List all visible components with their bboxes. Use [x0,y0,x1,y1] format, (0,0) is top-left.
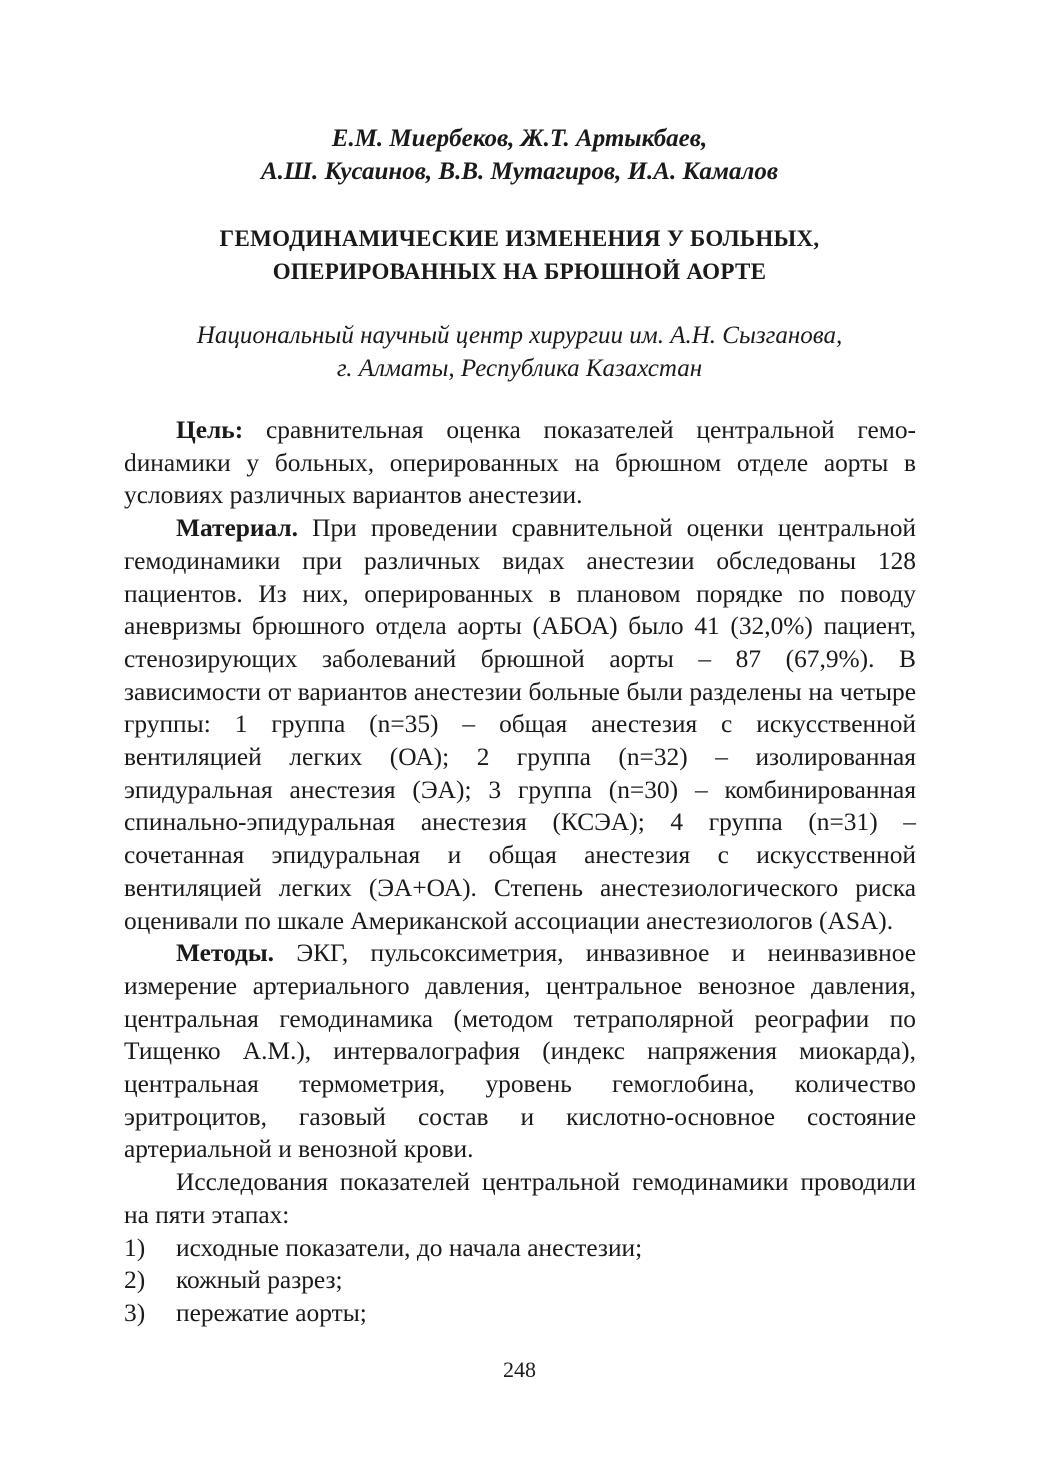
affiliation-block [0,319,1039,385]
list-item-number: 3) [124,1298,146,1327]
list-item-number: 2) [124,1266,146,1295]
methods-label: Методы. [176,939,275,968]
authors-line-2: А.Ш. Кусаинов, В.В. Мутагиров, И.А. Камалов [260,158,779,185]
article-title [0,222,1039,288]
title-line-2: ОПЕРИРОВАННЫХ НА БРЮШНОЙ АОРТЕ [272,259,767,284]
list-item-text: кожный разрез; [176,1266,343,1295]
stages-list [124,1232,916,1330]
list-item [124,1264,916,1297]
material-text: При проведении сравнительной оценки центральной гемодинамики при различных видах анестезии обследованы 128 пациентов. Из них, оперированных в плановом порядке по поводу аневризмы брюшного отдела аорты (АБОА) было 41 (32,0%) пациент, стенозирующих заболеваний брюшной аорты – 87 (67,9%). В зависимости от вариантов анестезии больные были разделены на четыре группы: 1 группа (n=35) – общая анестезия с искусственной вентиляцией легких (ОА); 2 группа (n=32) – изолированная эпидуральная анестезия (ЭА); 3 группа (n=30) – комбинированная спинально-эпидуральная анестезия (КСЭА); 4 группа (n=31) – сочетанная эпидуральная и общая анестезия с искусственной вентиляцией легких (ЭА+ОА). Степень анестезиологического риска оценивали по шкале Американской ассоциации анестезиологов (ASA). [124,514,916,935]
list-item [124,1297,916,1330]
list-item-text: исходные показатели, до начала анестезии; [176,1233,643,1262]
list-item-text: пережатие аорты; [176,1298,367,1327]
goal-paragraph [124,414,916,512]
goal-label: Цель: [176,416,244,444]
list-item-number: 1) [124,1233,146,1262]
material-label: Материал. [176,514,299,543]
page-number: 248 [503,1357,536,1382]
article-body [124,414,916,1330]
list-item [124,1232,916,1265]
goal-text: сравнительная оценка показателей центральной гемоdинамики у больных, оперированных на брюшном отделе аорты в условиях различных вариантов анестезии. [124,416,916,510]
methods-paragraph [124,937,916,1166]
title-line-1: ГЕМОДИНАМИЧЕСКИЕ ИЗМЕНЕНИЯ У БОЛЬНЫХ, [219,226,820,251]
methods-text: ЭКГ, пульсоксиметрия, инвазивное и неинвазивное измерение артериального давления, центральное венозное давления, центральная гемодинамика (методом тетраполярной реографии по Тищенко А.М.), интервалография (индекс напряжения миокарда), центральная термометрия, уровень гемоглобина, количество эритроцитов, газовый состав и кислотно-основное состояние артериальной и венозной крови. [124,939,916,1164]
authors-block [0,122,1039,188]
affiliation-line-2: г. Алматы, Республика Казахстан [336,355,703,382]
material-paragraph [124,512,916,937]
affiliation-line-1: Национальный научный центр хирургии им. А.Н. Сызганова, [196,322,843,349]
stages-intro-paragraph: Исследования показателей центральной гемодинамики проводили на пяти этапах: [124,1168,916,1229]
authors-line-1: Е.М. Миербеков, Ж.Т. Артыкбаев, [331,125,708,152]
